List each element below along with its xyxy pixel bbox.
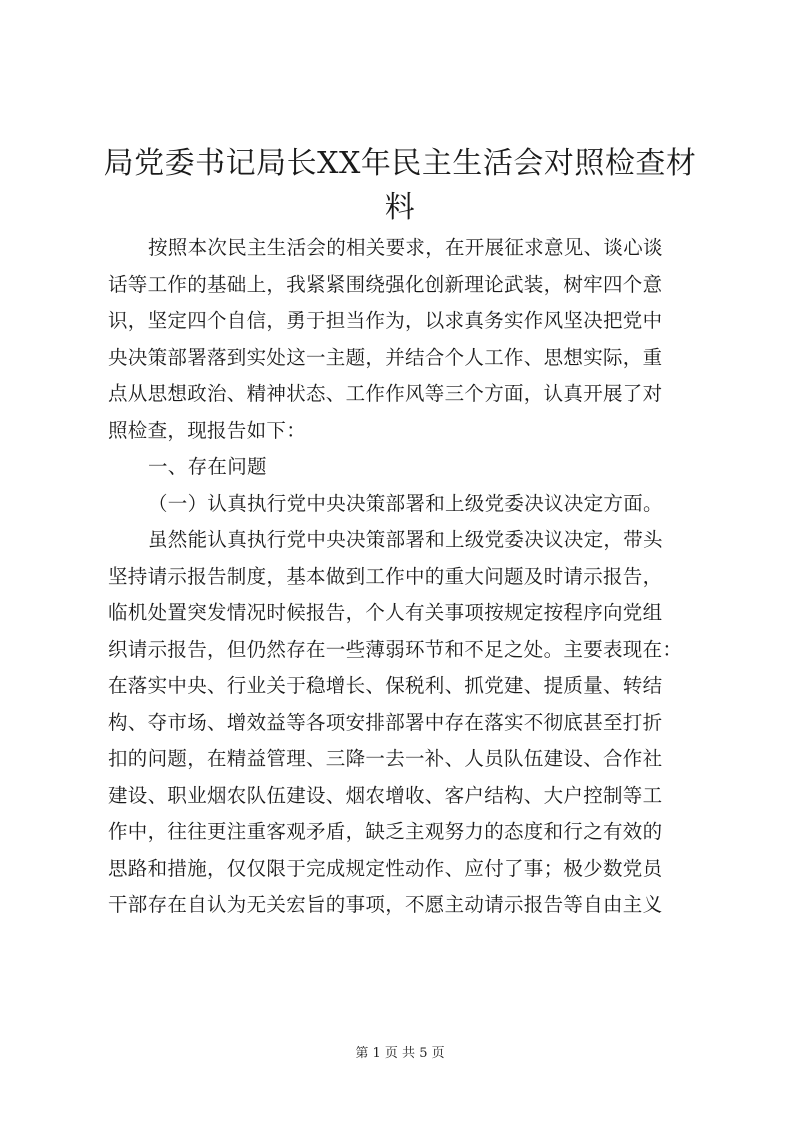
body-line: 在落实中央、行业关于稳增长、保税利、抓党建、提质量、转结: [108, 674, 663, 697]
body-line: 点从思想政治、精神状态、工作作风等三个方面，认真开展了对: [108, 382, 663, 405]
body-line: 临机处置突发情况时候报告，个人有关事项按规定按程序向党组: [108, 601, 663, 624]
body-line: 干部存在自认为无关宏旨的事项，不愿主动请示报告等自由主义: [108, 893, 663, 916]
page-footer: 第 1 页 共 5 页: [355, 1046, 445, 1061]
body-line: 扣的问题，在精益管理、三降一去一补、人员队伍建设、合作社: [108, 747, 663, 770]
body-line: 识，坚定四个自信，勇于担当作为，以求真务实作风坚决把党中: [108, 309, 663, 332]
document-body: [108, 230, 698, 924]
body-line: 构、夺市场、增效益等各项安排部署中存在落实不彻底甚至打折: [108, 710, 663, 734]
section-heading: 一、存在问题: [148, 455, 267, 478]
body-line: 建设、职业烟农队伍建设、烟农增收、客户结构、大户控制等工: [108, 783, 663, 807]
body-line: 虽然能认真执行党中央决策部署和上级党委决议决定，带头: [148, 528, 663, 551]
body-line: 思路和措施，仅仅限于完成规定性动作、应付了事；极少数党员: [108, 856, 663, 880]
body-line: 照检查，现报告如下：: [108, 418, 307, 442]
body-line: 按照本次民主生活会的相关要求，在开展征求意见、谈心谈: [148, 236, 663, 259]
body-line: 织请示报告，但仍然存在一些薄弱环节和不足之处。主要表现在：: [108, 637, 683, 661]
body-line: 坚持请示报告制度，基本做到工作中的重大问题及时请示报告，: [108, 564, 663, 588]
body-line: 央决策部署落到实处这一主题，并结合个人工作、思想实际，重: [108, 345, 663, 369]
subsection-heading: （一）认真执行党中央决策部署和上级党委决议决定方面。: [148, 491, 663, 515]
body-line: 话等工作的基础上，我紧紧围绕强化创新理论武装，树牢四个意: [108, 272, 663, 296]
body-line: 作中，往往更注重客观矛盾，缺乏主观努力的态度和行之有效的: [108, 820, 663, 843]
document-title: 局党委书记局长XX年民主生活会对照检查材料: [103, 146, 697, 225]
